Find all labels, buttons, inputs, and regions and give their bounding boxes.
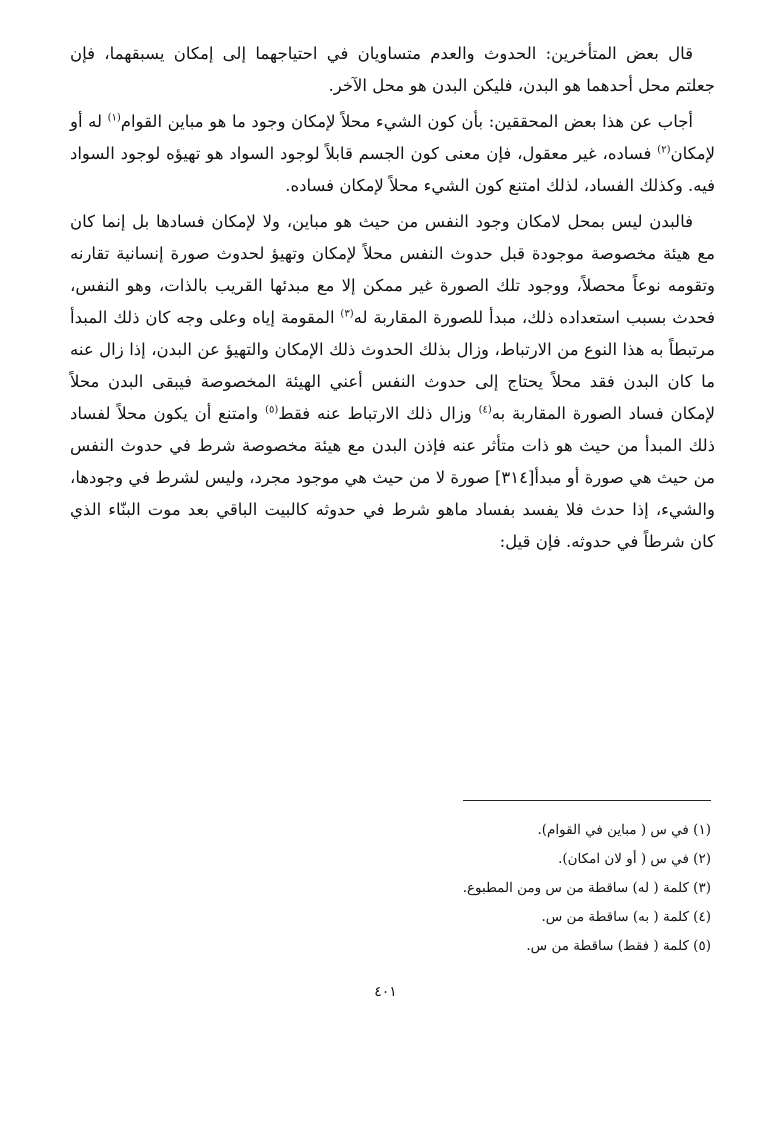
- text-segment: له أو لإمكان: [70, 112, 715, 163]
- text-segment: وزال ذلك الارتباط عنه فقط: [278, 404, 479, 423]
- footnote-ref-1: (١): [107, 112, 121, 124]
- text-segment: فساده، غير معقول، فإن معنى كون الجسم قابلاً لوجود السواد هو تهيؤه لوجود السواد فيه. وكذلك الفساد، لذلك امتنع كون الشيء محلاً لإمكان فساده.: [70, 144, 715, 195]
- footnote-ref-4: (٤): [478, 404, 492, 416]
- paragraph-3: [70, 206, 715, 558]
- footnote-1: (١) في س ( مباين في القوام).: [537, 822, 711, 838]
- footnote-5: (٥) كلمة ( فقط) ساقطة من س.: [526, 938, 711, 954]
- main-text: [70, 38, 715, 562]
- footnote-ref-3: (٣): [340, 308, 354, 320]
- text-segment: فالبدن ليس بمحل لامكان وجود النفس من حيث هو مباين، ولا لإمكان فسادها بل إنما كان مع هيئة مخصوصة موجودة قبل حدوث النفس محلاً لإمكان وتهيؤ لحدوث صورة إنسانية تقارنه وتقومه نوعاً محصلاً، ووجود تلك الصورة غير ممكن إلا مع مبدئها القريب بالذات، وهو النفس، فحدث بسبب استعداده ذلك، مبدأ للصورة المقاربة له: [70, 212, 715, 327]
- page-number: ٤٠١: [374, 984, 397, 1000]
- footnotes-list: [200, 816, 711, 961]
- paragraph-1: [70, 38, 715, 102]
- footnote-ref-2: (٢): [657, 144, 671, 156]
- text-segment: قال بعض المتأخرين: الحدوث والعدم متساويان في احتياجهما إلى إمكان يسبقهما، فإن جعلتم محل أحدهما هو البدن، فليكن البدن هو محل الآخر.: [70, 44, 715, 95]
- text-segment: وامتنع أن يكون محلاً لفساد ذلك المبدأ من حيث هو ذات متأثر عنه فإذن البدن مع هيئة مخصوصة شرط في حدوث النفس من حيث هي صورة أو مبدأ[٣١٤] صورة لا من حيث هي موجود مجرد، وليس لشرط في وجودها، والشيء، إذا حدث فلا يفسد بفساد ماهو شرط في حدوثه كالبيت الباقي بعد موت البنّاء الذي كان شرطاً في حدوثه. فإن قيل:: [70, 404, 716, 551]
- footnote-2: (٢) في س ( أو لان امكان).: [558, 851, 711, 867]
- footnote-4: (٤) كلمة ( به) ساقطة من س.: [541, 909, 711, 925]
- text-segment: أجاب عن هذا بعض المحققين: بأن كون الشيء محلاً لإمكان وجود ما هو مباين القوام: [120, 112, 694, 131]
- footnote-3: (٣) كلمة ( له) ساقطة من س ومن المطبوع.: [462, 880, 711, 896]
- footnote-divider: [463, 800, 711, 801]
- text-segment: المقومة إياه وعلى وجه كان ذلك المبدأ مرتبطاً به هذا النوع من الارتباط، وزال بذلك الحدوث ذلك الإمكان والتهيؤ عن البدن، إذا زال عنه ما كان البدن فقد محلاً يحتاج إلى حدوث النفس أعني الهيئة المخصوصة فيبقى البدن محلاً لإمكان فساد الصورة المقاربة به: [70, 308, 715, 423]
- paragraph-2: [70, 106, 715, 202]
- footnote-ref-5: (٥): [265, 404, 279, 416]
